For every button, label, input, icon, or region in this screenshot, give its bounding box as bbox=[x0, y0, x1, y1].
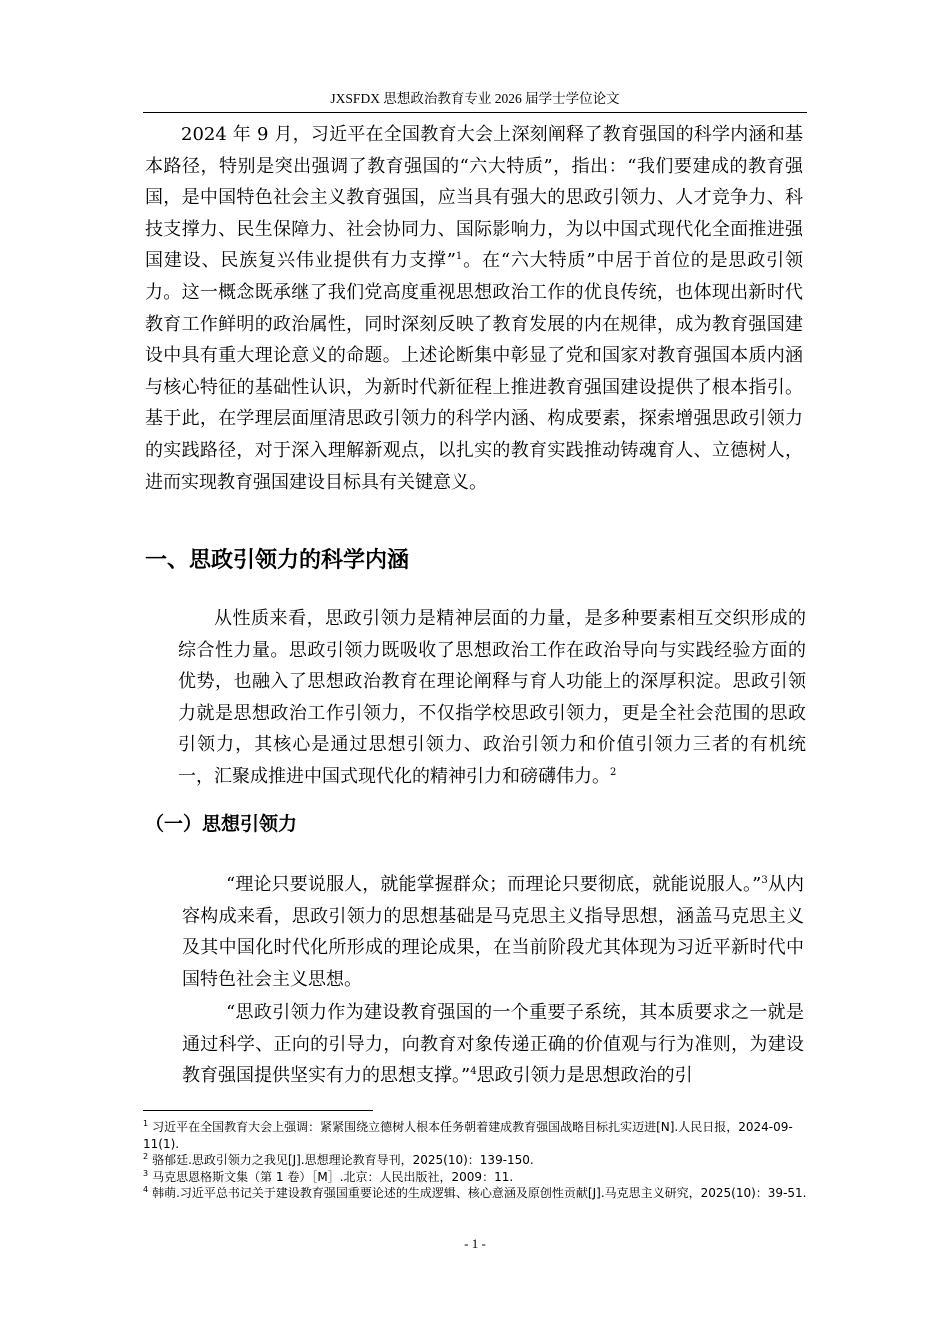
subsection1-paragraph-2 bbox=[182, 997, 804, 1092]
footnote-text: 马克思恩格斯文集（第 1 卷）［M］.北京：人民出版社，2009：11. bbox=[152, 1169, 514, 1184]
footnote-number: 4 bbox=[143, 1185, 149, 1194]
footnote-text: 骆郁廷.思政引领力之我见[J].思想理论教育导刊，2025(10)：139-150. bbox=[152, 1153, 534, 1167]
intro-text-b: 。在“六大特质”中居于首位的是思政引领力。这一概念既承继了我们党高度重视思想政治工作的优良传统，也体现出新时代教育工作鲜明的政治属性，同时深刻反映了教育发展的内在规律，成为教育强国建设中具有重大理论意义的命题。上述论断集中彰显了党和国家对教育强国本质内涵与核心特征的基础性认识，为新时代新征程上推进教育强国建设提供了根本指引。基于此，在学理层面厘清思政引领力的科学内涵、构成要素，探索增强思政引领力的实践路径，对于深入理解新观点，以扎实的教育实践推动铸魂育人、立德树人，进而实现教育强国建设目标具有关键意义。 bbox=[145, 250, 803, 493]
footnotes bbox=[143, 1119, 807, 1202]
subsection1-p2-text-a: “思政引领力作为建设教育强国的一个重要子系统，其本质要求之一就是通过科学、正向的引导力，向教育对象传递正确的价值观与行为准则，为建设教育强国提供坚实有力的思想支撑。” bbox=[182, 1002, 804, 1087]
footnote-1 bbox=[143, 1119, 807, 1152]
subsection1-p1-text-b: 从内容构成来看，思政引领力的思想基础是马克思主义指导思想，涵盖马克思主义及其中国化时代化所形成的理论成果，在当前阶段尤其体现为习近平新时代中国特色社会主义思想。 bbox=[182, 874, 804, 990]
footnote-ref-3[interactable]: 3 bbox=[761, 875, 768, 886]
footnote-number: 3 bbox=[143, 1168, 149, 1178]
footnote-text: 习近平在全国教育大会上强调：紧紧围绕立德树人根本任务朝着建成教育强国战略目标扎实迈进[N].人民日报，2024-09-11(1). bbox=[143, 1120, 793, 1151]
section1-paragraph bbox=[178, 603, 806, 793]
section1-text: 从性质来看，思政引领力是精神层面的力量，是多种要素相互交织形成的综合性力量。思政引领力既吸收了思想政治工作在政治导向与实践经验方面的优势，也融入了思想政治教育在理论阐释与育人功能上的深厚积淀。思政引领力就是思想政治工作引领力，不仅指学校思政引领力，更是全社会范围的思政引领力，其核心是通过思想引领力、政治引领力和价值引领力三者的有机统一，汇聚成推进中国式现代化的精神引力和磅礴伟力。 bbox=[178, 608, 806, 787]
footnote-4 bbox=[143, 1185, 807, 1202]
footnote-separator bbox=[143, 1110, 373, 1111]
subsection1-p1-text-a: “理论只要说服人，就能掌握群众；而理论只要彻底，就能说服人。” bbox=[226, 874, 762, 895]
intro-text-a: 2024 年 9 月，习近平在全国教育大会上深刻阐释了教育强国的科学内涵和基本路径，特别是突出强调了教育强国的“六大特质”，指出：“我们要建成的教育强国，是中国特色社会主义教育强国，应当具有强大的思政引领力、人才竞争力、科技支撑力、民生保障力、社会协同力、国际影响力，为以中国式现代化全面推进强国建设、民族复兴伟业提供有力支撑” bbox=[145, 124, 803, 272]
footnote-3 bbox=[143, 1169, 807, 1186]
section-heading-1: 一、思政引领力的科学内涵 bbox=[145, 548, 410, 573]
footnote-2 bbox=[143, 1152, 807, 1169]
subsection-heading-1: （一）思想引领力 bbox=[145, 813, 298, 835]
footnote-number: 1 bbox=[143, 1119, 149, 1128]
intro-paragraph bbox=[145, 119, 803, 498]
subsection1-paragraph-1 bbox=[182, 869, 804, 995]
page-number: - 1 - bbox=[464, 1236, 486, 1251]
footnote-ref-2[interactable]: 2 bbox=[610, 766, 617, 778]
footnote-ref-4[interactable]: 4 bbox=[470, 1066, 477, 1078]
footnote-number: 2 bbox=[143, 1152, 149, 1161]
footnote-ref-1[interactable]: 1 bbox=[455, 251, 463, 263]
footnote-text: 韩萌.习近平总书记关于建设教育强国重要论述的生成逻辑、核心意涵及原创性贡献[J].马克思主义研究，2025(10)：39-51. bbox=[152, 1186, 807, 1200]
subsection1-p2-text-b: 思政引领力是思想政治的引 bbox=[476, 1065, 693, 1087]
running-header: JXSFDX 思想政治教育专业 2026 届学士学位论文 bbox=[143, 90, 807, 113]
